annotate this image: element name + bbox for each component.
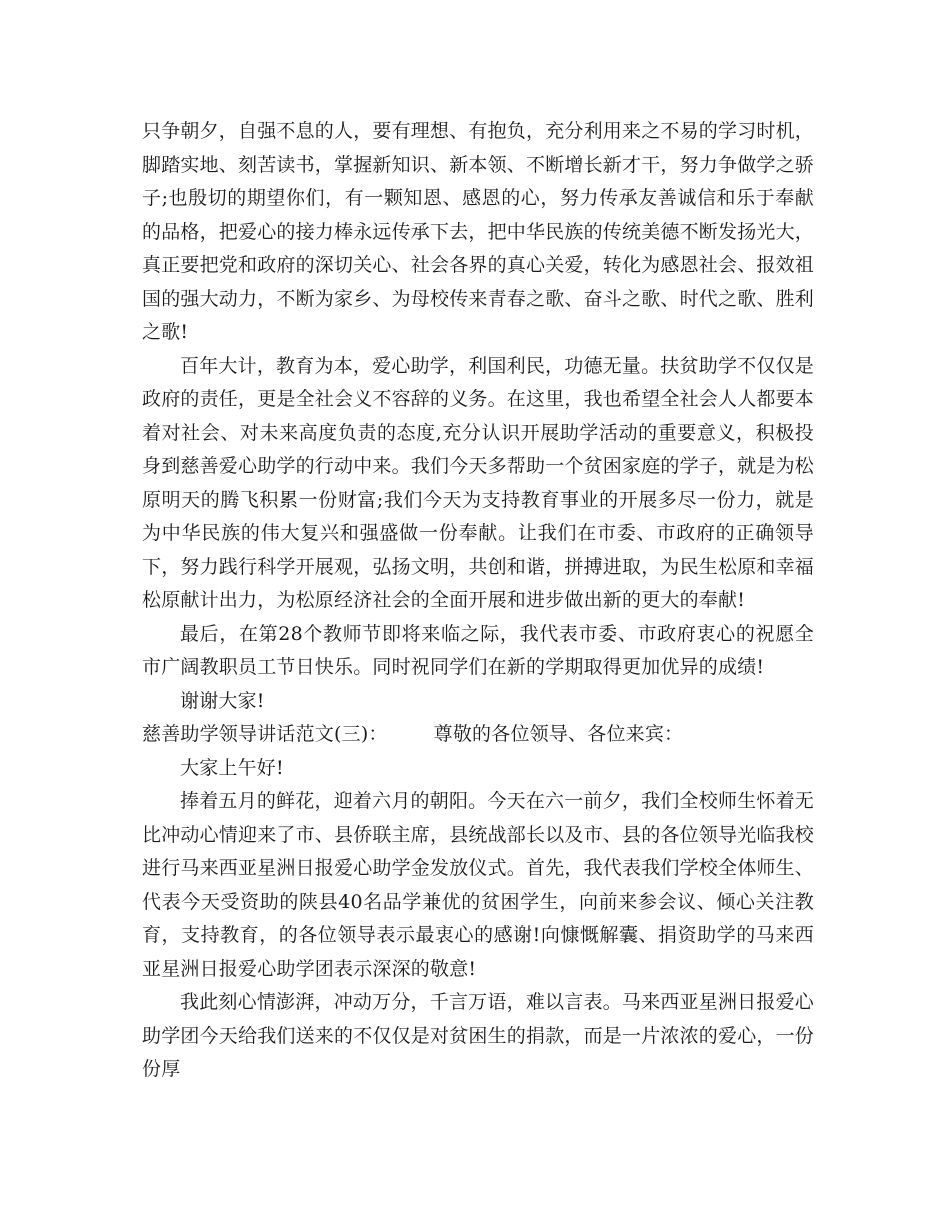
- paragraph-3: 最后，在第28个教师节即将来临之际，我代表市委、市政府衷心的祝愿全市广阔教职员工节日快乐。同时祝同学们在新的学期取得更加优异的成绩!: [142, 622, 814, 678]
- paragraph-7: 我此刻心情澎湃，冲动万分，千言万语，难以言表。马来西亚星洲日报爱心助学团今天给我们送来的不仅仅是对贫困生的捐款，而是一片浓浓的爱心，一份份厚: [142, 991, 815, 1080]
- paragraph-5: 大家上午好!: [180, 756, 284, 779]
- salutation: 尊敬的各位领导、各位来宾：: [433, 723, 684, 745]
- document-body: [142, 115, 814, 1087]
- section-heading: [142, 718, 814, 752]
- paragraph-1: 只争朝夕，自强不息的人，要有理想、有抱负，充分利用来之不易的学习时机，脚踏实地、刻苦读书，掌握新知识、新本领、不断增长新才干，努力争做学之骄子;也殷切的期望你们，有一颗知恩、感恩的心，努力传承友善诚信和乐于奉献的品格，把爱心的接力棒永远传承下去，把中华民族的传统美德不断发扬光大，真正要把党和政府的深切关心、社会各界的真心关爱，转化为感恩社会、报效祖国的强大动力，不断为家乡、为母校传来青春之歌、奋斗之歌、时代之歌、胜利之歌!: [142, 120, 815, 343]
- paragraph-2: 百年大计，教育为本，爱心助学，利国利民，功德无量。扶贫助学不仅仅是政府的责任，更是全社会义不容辞的义务。在这里，我也希望全社会人人都要本着对社会、对未来高度负责的态度,充分认识开展助学活动的重要意义，积极投身到慈善爱心助学的行动中来。我们今天多帮助一个贫困家庭的学子，就是为松原明天的腾飞积累一份财富;我们今天为支持教育事业的开展多尽一份力，就是为中华民族的伟大复兴和强盛做一份奉献。让我们在市委、市政府的正确领导下，努力践行科学开展观，弘扬文明，共创和谐，拼搏进取，为民生松原和幸福松原献计出力，为松原经济社会的全面开展和进步做出新的更大的奉献!: [142, 354, 815, 611]
- section-title: 慈善助学领导讲话范文(三)：: [142, 723, 388, 745]
- paragraph-6: 捧着五月的鲜花，迎着六月的朝阳。今天在六一前夕，我们全校师生怀着无比冲动心情迎来了市、县侨联主席，县统战部长以及市、县的各位领导光临我校进行马来西亚星洲日报爱心助学金发放仪式。首先，我代表我们学校全体师生、代表今天受资助的陕县40名品学兼优的贫困学生，向前来参会议、倾心关注教育，支持教育，的各位领导表示最衷心的感谢!向慷慨解囊、捐资助学的马来西亚星洲日报爱心助学团表示深深的敬意!: [142, 790, 815, 980]
- paragraph-4: 谢谢大家!: [180, 689, 265, 712]
